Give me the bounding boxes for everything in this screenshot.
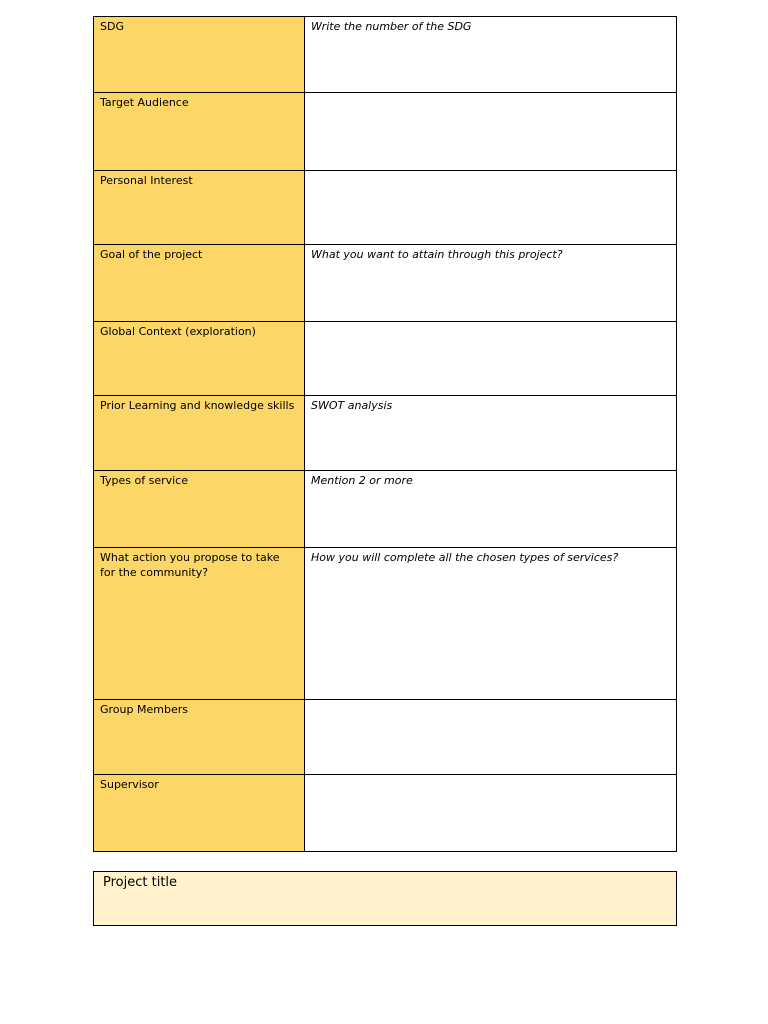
row-hint bbox=[305, 171, 676, 173]
row-label: Target Audience bbox=[100, 96, 189, 109]
row-input-cell[interactable] bbox=[305, 93, 677, 171]
row-label-cell bbox=[94, 396, 305, 471]
project-title-box[interactable] bbox=[93, 871, 677, 926]
row-label: Types of service bbox=[100, 474, 188, 487]
row-label: Goal of the project bbox=[100, 248, 203, 261]
row-hint: What you want to attain through this project? bbox=[311, 248, 563, 261]
row-label: Supervisor bbox=[100, 778, 159, 791]
form-row-prior-learning bbox=[94, 396, 677, 471]
row-label: What action you propose to take for the community? bbox=[100, 551, 280, 579]
row-input-cell[interactable] bbox=[305, 775, 677, 852]
row-input-cell[interactable] bbox=[305, 171, 677, 245]
row-hint bbox=[305, 322, 676, 324]
form-row-types-of-service bbox=[94, 471, 677, 548]
row-label: Prior Learning and knowledge skills bbox=[100, 399, 295, 412]
row-input-cell[interactable] bbox=[305, 322, 677, 396]
row-input-cell[interactable] bbox=[305, 471, 677, 548]
row-hint bbox=[305, 775, 676, 777]
form-row-personal-interest bbox=[94, 171, 677, 245]
row-label-cell bbox=[94, 775, 305, 852]
row-hint: SWOT analysis bbox=[311, 399, 393, 412]
row-input-cell[interactable] bbox=[305, 396, 677, 471]
row-label-cell bbox=[94, 322, 305, 396]
row-label-cell bbox=[94, 171, 305, 245]
row-hint: Mention 2 or more bbox=[311, 474, 413, 487]
form-row-supervisor bbox=[94, 775, 677, 852]
row-label: SDG bbox=[100, 20, 124, 33]
form-row-goal bbox=[94, 245, 677, 322]
row-label-cell bbox=[94, 700, 305, 775]
row-label: Global Context (exploration) bbox=[100, 325, 256, 338]
project-title-label: Project title bbox=[103, 875, 178, 890]
project-planning-form bbox=[93, 16, 677, 852]
row-label-cell bbox=[94, 471, 305, 548]
row-label-cell bbox=[94, 548, 305, 700]
row-input-cell[interactable] bbox=[305, 700, 677, 775]
form-row-target-audience bbox=[94, 93, 677, 171]
row-input-cell[interactable] bbox=[305, 17, 677, 93]
row-label: Group Members bbox=[100, 703, 188, 716]
form-row-group-members bbox=[94, 700, 677, 775]
row-label: Personal Interest bbox=[100, 174, 193, 187]
row-hint: Write the number of the SDG bbox=[311, 20, 472, 33]
row-hint bbox=[305, 700, 676, 702]
form-row-sdg bbox=[94, 17, 677, 93]
row-label-cell bbox=[94, 245, 305, 322]
row-label-cell bbox=[94, 93, 305, 171]
form-row-global-context bbox=[94, 322, 677, 396]
form-row-proposed-action bbox=[94, 548, 677, 700]
row-label-cell bbox=[94, 17, 305, 93]
row-hint: How you will complete all the chosen types of services? bbox=[311, 551, 619, 564]
row-input-cell[interactable] bbox=[305, 245, 677, 322]
row-hint bbox=[305, 93, 676, 95]
row-input-cell[interactable] bbox=[305, 548, 677, 700]
